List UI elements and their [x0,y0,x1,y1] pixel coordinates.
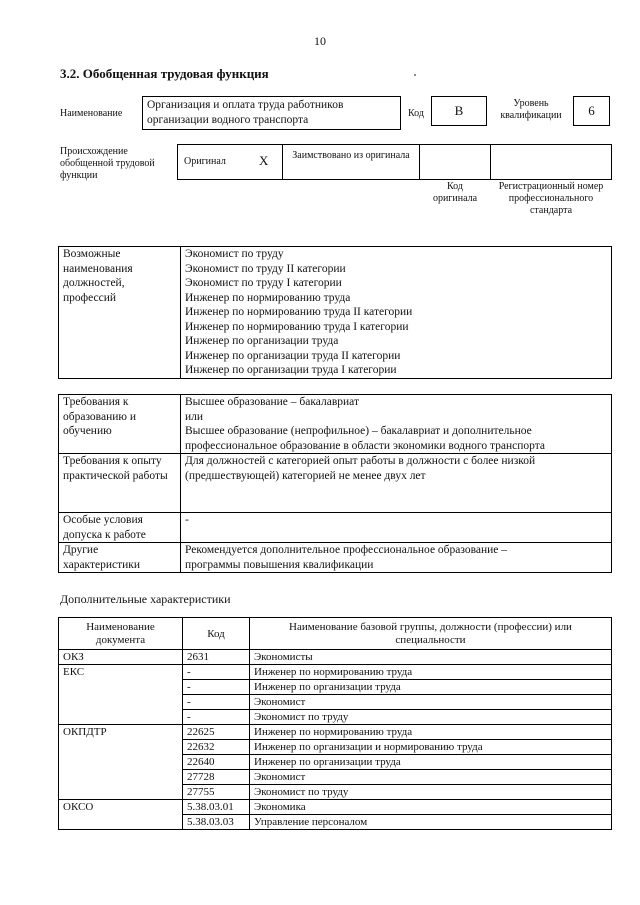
positions-list [181,247,612,379]
function-name-value: Организация и оплата труда работников организации водного транспорта [147,99,344,126]
requirement-line: Высшее образование – бакалавриат [185,396,359,408]
doc-cell: ОКПДТР [59,725,183,800]
position-item: Экономист по труду II категории [185,262,346,275]
origin-label: Происхождение обобщенной трудовой функции [60,146,155,181]
code-cell: 2631 [183,650,250,665]
special-conditions-value [181,513,612,543]
requirement-line: Рекомендуется дополнительное профессиональное образование – [185,544,508,556]
original-label: Оригинал [184,156,226,167]
requirement-line: или [185,410,204,423]
name-cell: Инженер по нормированию труда [250,665,612,680]
position-item: Инженер по нормированию труда [185,291,351,304]
code-cell: - [183,695,250,710]
name-cell: Инженер по организации и нормированию труда [250,740,612,755]
position-item: Инженер по нормированию труда II категории [185,306,413,318]
reg-number-caption: Регистрационный номер профессионального стандарта [498,181,604,216]
code-cell: 5.38.03.01 [183,800,250,815]
code-cell: 22640 [183,755,250,770]
position-item: Инженер по организации труда I категории [185,364,397,376]
position-item: Инженер по организации труда II категории [185,349,401,362]
origin-divider-2 [419,144,420,180]
level-box [573,96,610,126]
borrowed-label: Заимствовано из оригинала [292,150,410,161]
col-doc-header: Наименование документа [59,618,183,650]
code-cell: - [183,680,250,695]
name-cell: Экономисты [250,650,612,665]
education-value [181,395,612,454]
table-row [59,800,612,815]
name-cell: Инженер по нормированию труда [250,725,612,740]
name-label: Наименование [60,108,123,119]
table-row [59,650,612,665]
positions-table [58,246,612,379]
col-code-header: Код [183,618,250,650]
requirement-line: Для должностей с категорией опыт работы в должности с более низкой [185,455,536,467]
experience-value [181,454,612,513]
code-cell: 27755 [183,785,250,800]
doc-cell: ЕКС [59,665,183,725]
code-cell: 27728 [183,770,250,785]
table-row [59,725,612,740]
name-cell: Экономист по труду [250,785,612,800]
doc-cell: ОКСО [59,800,183,830]
experience-label: Требования к опыту практической работы [59,454,181,513]
position-item: Экономист по труду [185,248,284,260]
name-cell: Экономист [250,695,612,710]
position-item: Инженер по организации труда [185,335,339,347]
code-original-caption: Код оригинала [432,181,478,204]
special-conditions-label: Особые условия допуска к работе [59,513,181,543]
code-value: B [454,103,464,118]
code-cell: 22625 [183,725,250,740]
requirement-line: программы повышения квалификации [185,558,374,571]
other-characteristics-label: Другие характеристики [59,543,181,573]
code-cell: 22632 [183,740,250,755]
position-item: Инженер по нормированию труда I категории [185,320,409,333]
origin-divider-1 [282,144,283,180]
name-cell: Инженер по организации труда [250,680,612,695]
function-name-box [142,96,401,130]
table-row [59,665,612,680]
original-mark: X [259,153,269,168]
name-cell: Экономика [250,800,612,815]
code-cell: 5.38.03.03 [183,815,250,830]
level-value: 6 [588,103,595,118]
code-cell: - [183,665,250,680]
code-box [431,96,487,126]
requirement-line: (предшествующей) категорией не менее двух лет [185,469,426,482]
code-label: Код [408,108,424,119]
requirement-line: - [185,514,189,526]
additional-table [58,617,612,830]
requirement-line: профессиональное образование в области экономики водного транспорта [185,439,546,452]
scan-speck [414,74,416,76]
code-cell: - [183,710,250,725]
col-name-header: Наименование базовой группы, должности (профессии) или специальности [250,618,612,650]
page-number: 10 [314,34,326,48]
education-label: Требования к образованию и обучению [59,395,181,454]
requirement-line: Высшее образование (непрофильное) – бакалавриат и дополнительное [185,425,532,437]
requirements-table [58,394,612,573]
doc-cell: ОКЗ [59,650,183,665]
name-cell: Управление персоналом [250,815,612,830]
position-item: Экономист по труду I категории [185,277,342,289]
origin-divider-3 [490,144,491,180]
other-characteristics-value [181,543,612,573]
name-cell: Экономист по труду [250,710,612,725]
name-cell: Инженер по организации труда [250,755,612,770]
positions-label: Возможные наименования должностей, профессий [59,247,181,379]
additional-title: Дополнительные характеристики [60,592,231,606]
level-label: Уровень квалификации [500,98,562,121]
name-cell: Экономист [250,770,612,785]
section-title: 3.2. Обобщенная трудовая функция [60,66,269,81]
